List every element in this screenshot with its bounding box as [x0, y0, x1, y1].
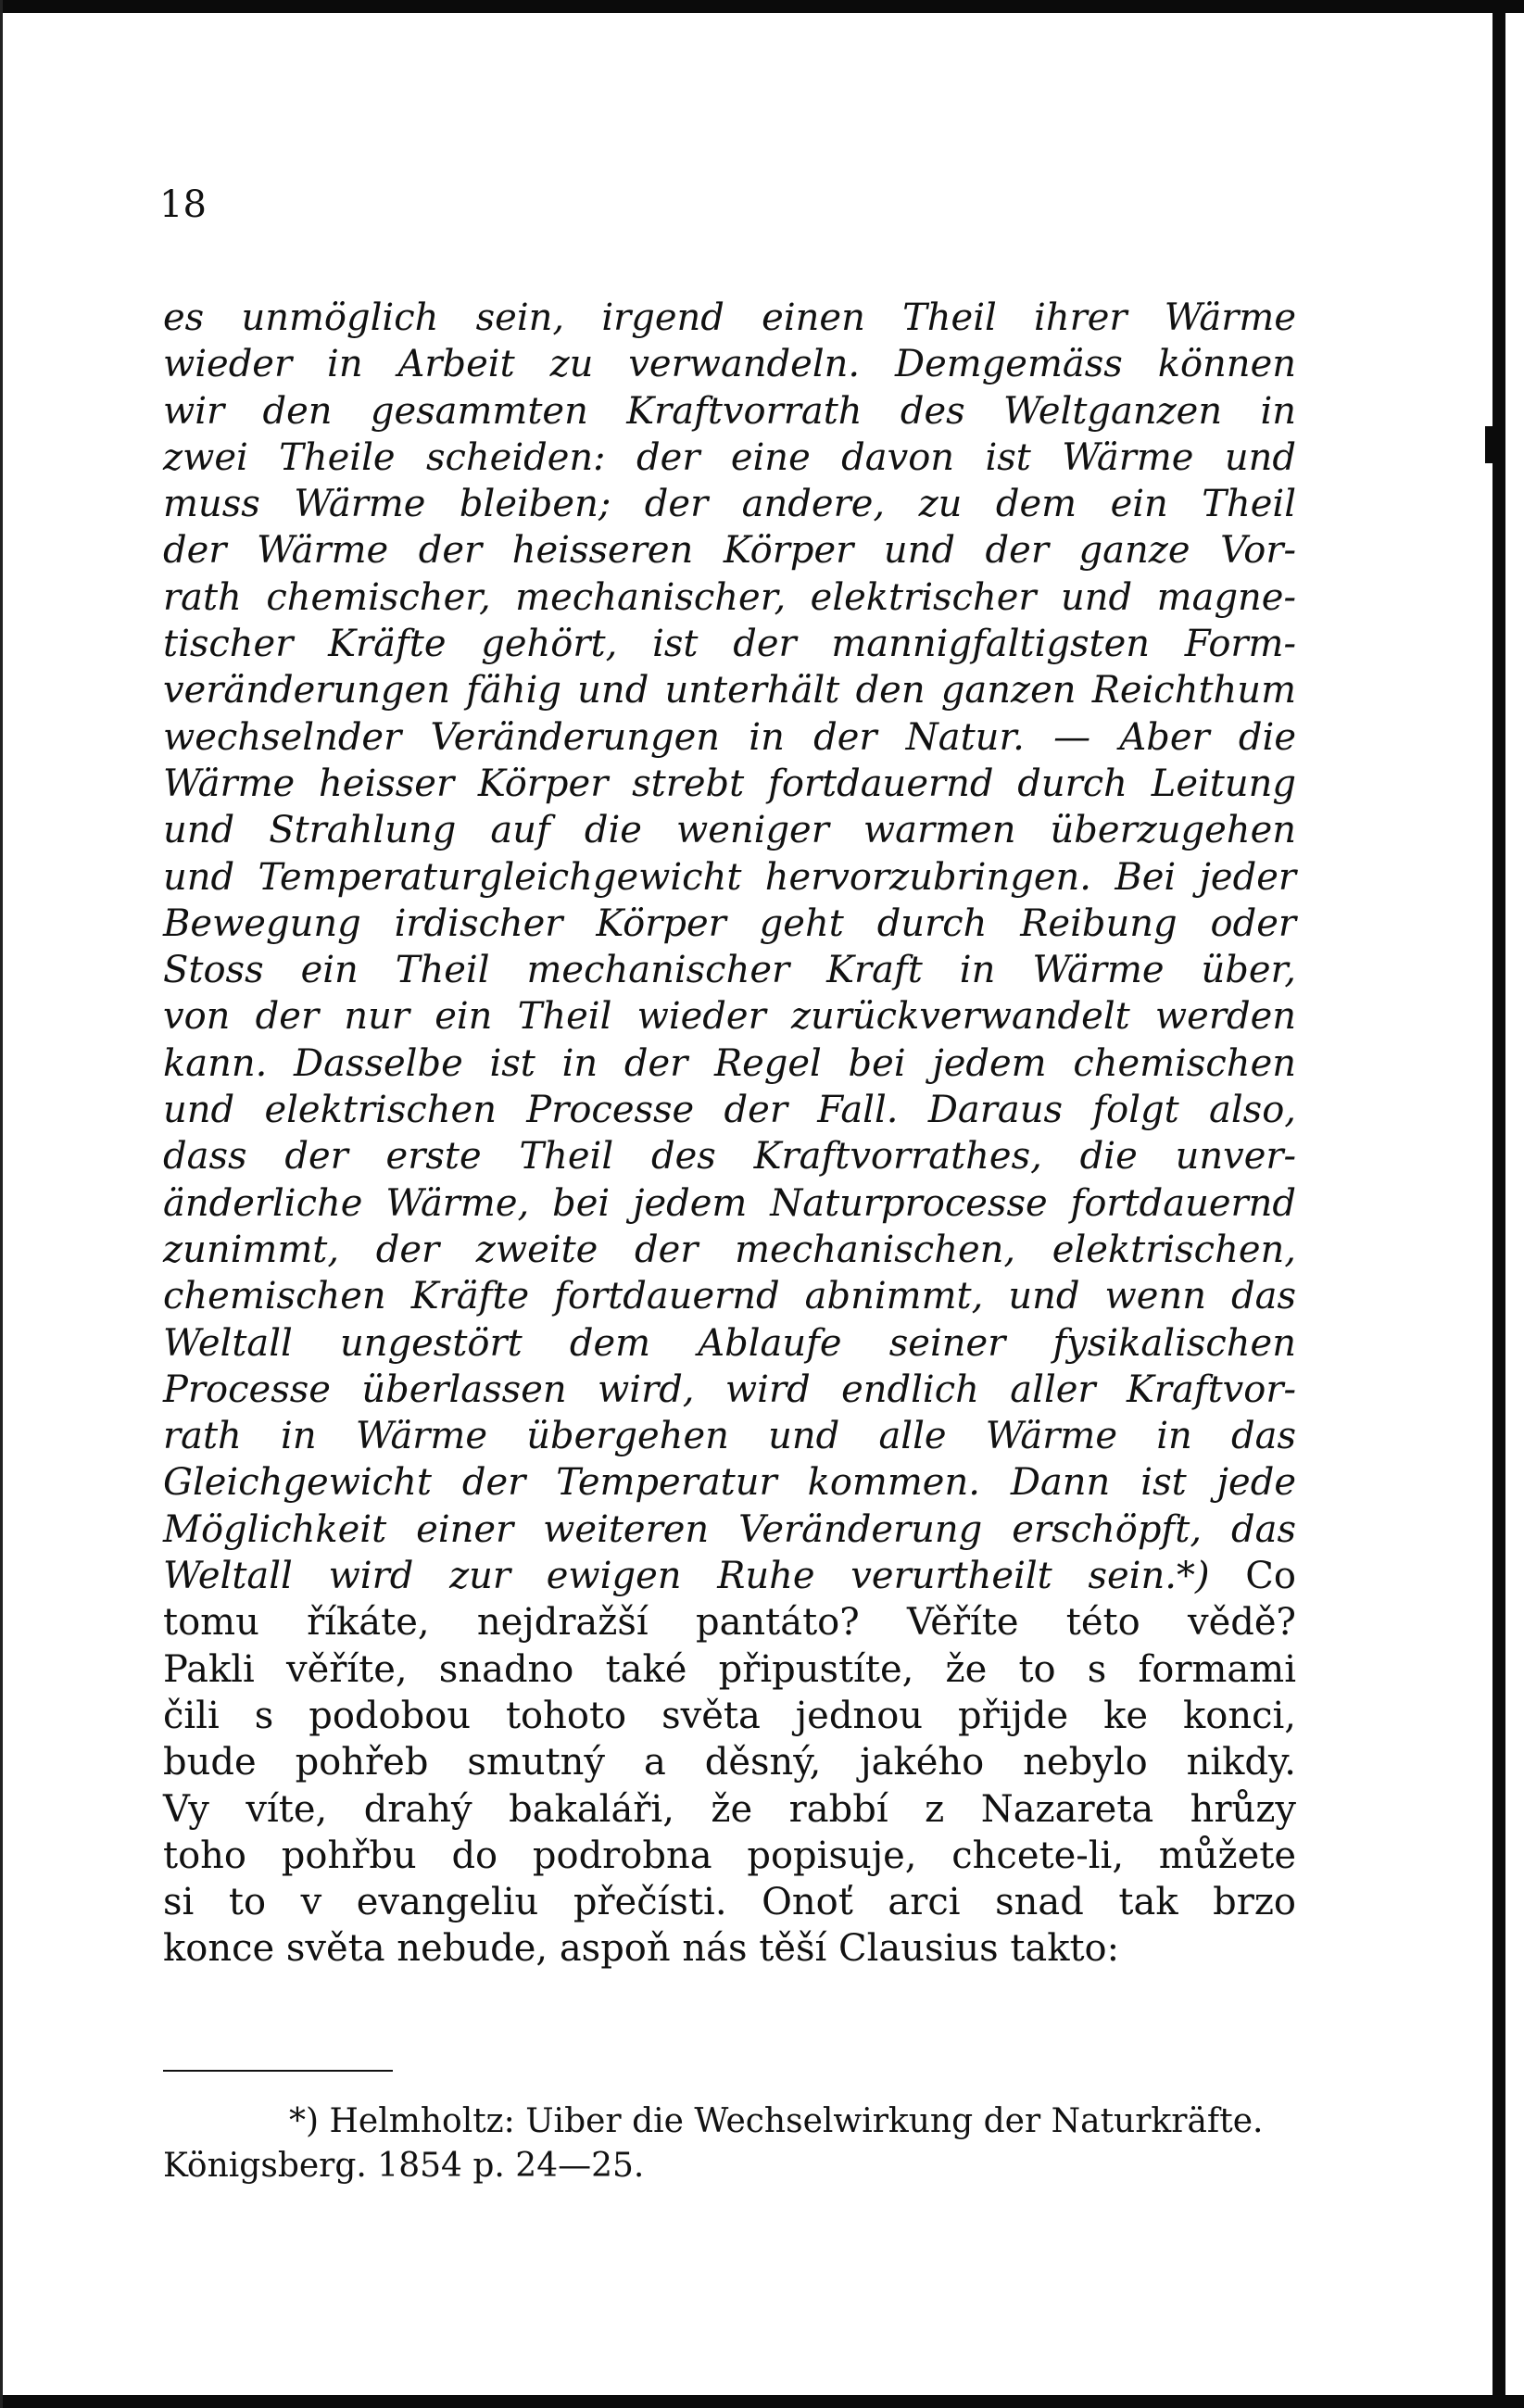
text-line [163, 1646, 1296, 1693]
text-line [163, 481, 1296, 527]
text-line [163, 388, 1296, 435]
text-line [163, 435, 1296, 481]
spine-mark [1485, 426, 1496, 463]
text-line [163, 901, 1296, 947]
italic-quote-text: rath chemischer, mechanischer, elektrischer und magne- [163, 575, 1296, 619]
roman-text: Pakli věříte, snadno také připustíte, že to s formami [163, 1647, 1296, 1691]
italic-quote-text: Gleichgewicht der Temperatur kommen. Dann ist jede [163, 1461, 1296, 1505]
italic-quote-text: und Strahlung auf die weniger warmen überzugehen [163, 809, 1296, 852]
italic-quote-text: von der nur ein Theil wieder zurückverwandelt werden [163, 995, 1296, 1039]
italic-quote-text: Wärme heisser Körper strebt fortdauernd durch Leitung [163, 762, 1296, 805]
text-line [163, 1227, 1296, 1273]
text-line [163, 1133, 1296, 1179]
roman-text: Co [1209, 1555, 1296, 1598]
italic-quote-text: dass der erste Theil des Kraftvorrathes, die unver- [163, 1135, 1296, 1179]
text-line [163, 1553, 1296, 1599]
footnote-separator [163, 2070, 393, 2072]
text-line [163, 527, 1296, 574]
italic-quote-text: tischer Kräfte gehört, ist der mannigfaltigsten Form- [163, 623, 1296, 666]
roman-text: konce světa nebude, aspoň nás těší Clausius takto: [163, 1927, 1120, 1971]
book-spine-edge [1493, 0, 1505, 2408]
footnote [163, 2099, 1296, 2188]
italic-quote-text: Möglichkeit einer weiteren Veränderung erschöpft, das [163, 1507, 1296, 1551]
roman-text: si to v evangeliu přečísti. Onoť arci snad tak brzo [163, 1881, 1296, 1924]
text-line [163, 1459, 1296, 1506]
text-line [163, 1925, 1296, 1972]
italic-quote-text: Bewegung irdischer Körper geht durch Reibung oder [163, 901, 1296, 945]
text-line [163, 947, 1296, 993]
italic-quote-text: änderliche Wärme, bei jedem Naturprocesse fortdauernd [163, 1181, 1296, 1225]
roman-text: toho pohřbu do podrobna popisuje, chcete-li, můžete [163, 1834, 1296, 1877]
text-line [163, 1087, 1296, 1133]
scan-border-bottom [0, 2395, 1524, 2408]
scan-border-left [0, 0, 3, 2408]
roman-text: Vy víte, drahý bakaláři, že rabbí z Nazareta hrůzy [163, 1787, 1296, 1831]
italic-quote-text: Weltall ungestört dem Ablaufe seiner fysikalischen [163, 1321, 1296, 1365]
italic-quote-text: der Wärme der heisseren Körper und der ganze Vor- [163, 529, 1296, 573]
text-line [163, 854, 1296, 901]
text-line [163, 574, 1296, 621]
roman-text: bude pohřeb smutný a děsný, jakého nebylo nikdy. [163, 1741, 1296, 1784]
text-line [163, 1739, 1296, 1785]
text-line [163, 714, 1296, 761]
footnote-line: *) Helmholtz: Uiber die Wechselwirkung der Naturkräfte. [289, 2102, 1264, 2140]
text-line [163, 1833, 1296, 1879]
text-line [163, 993, 1296, 1040]
text-line [163, 1180, 1296, 1227]
text-line [163, 667, 1296, 713]
text-line [163, 1367, 1296, 1413]
italic-quote-text: chemischen Kräfte fortdauernd abnimmt, und wenn das [163, 1275, 1296, 1318]
roman-text: tomu říkáte, nejdražší pantáto? Věříte této vědě? [163, 1601, 1296, 1645]
italic-quote-text: und Temperaturgleichgewicht hervorzubringen. Bei jeder [163, 855, 1296, 899]
italic-quote-text: es unmöglich sein, irgend einen Theil ihrer Wärme [163, 296, 1296, 339]
text-line [163, 1273, 1296, 1319]
roman-text: čili s podobou tohoto světa jednou přijde ke konci, [163, 1694, 1296, 1737]
text-line [163, 1320, 1296, 1367]
text-line [163, 1507, 1296, 1553]
italic-quote-text: Weltall wird zur ewigen Ruhe verurtheilt sein.*) [163, 1555, 1210, 1598]
scan-border-top [0, 0, 1524, 13]
italic-quote-text: zunimmt, der zweite der mechanischen, elektrischen, [163, 1228, 1296, 1271]
italic-quote-text: muss Wärme bleiben; der andere, zu dem ein Theil [163, 483, 1296, 526]
italic-quote-text: und elektrischen Processe der Fall. Daraus folgt also, [163, 1089, 1296, 1132]
body-text [163, 295, 1296, 1973]
italic-quote-text: rath in Wärme übergehen und alle Wärme in das [163, 1415, 1296, 1458]
text-line [163, 1879, 1296, 1925]
text-line [163, 1599, 1296, 1645]
footnote-line: Königsberg. 1854 p. 24—25. [163, 2147, 645, 2185]
text-line [163, 761, 1296, 807]
italic-quote-text: wechselnder Veränderungen in der Natur. — Aber die [163, 715, 1296, 759]
italic-quote-text: wir den gesammten Kraftvorrath des Weltganzen in [163, 389, 1296, 433]
text-line [163, 1693, 1296, 1739]
italic-quote-text: wieder in Arbeit zu verwandeln. Demgemäss können [163, 343, 1296, 386]
text-line [163, 295, 1296, 341]
italic-quote-text: zwei Theile scheiden: der eine davon ist Wärme und [163, 435, 1296, 479]
text-line [163, 1040, 1296, 1087]
text-line [163, 621, 1296, 667]
italic-quote-text: veränderungen fähig und unterhält den ganzen Reichthum [163, 669, 1296, 712]
italic-quote-text: kann. Dasselbe ist in der Regel bei jedem chemischen [163, 1041, 1296, 1085]
page-number: 18 [159, 183, 207, 226]
italic-quote-text: Stoss ein Theil mechanischer Kraft in Wärme über, [163, 949, 1296, 992]
text-line [163, 1786, 1296, 1833]
italic-quote-text: Processe überlassen wird, wird endlich aller Kraftvor- [163, 1368, 1296, 1411]
text-line [163, 807, 1296, 853]
text-line [163, 1413, 1296, 1459]
text-line [163, 341, 1296, 387]
